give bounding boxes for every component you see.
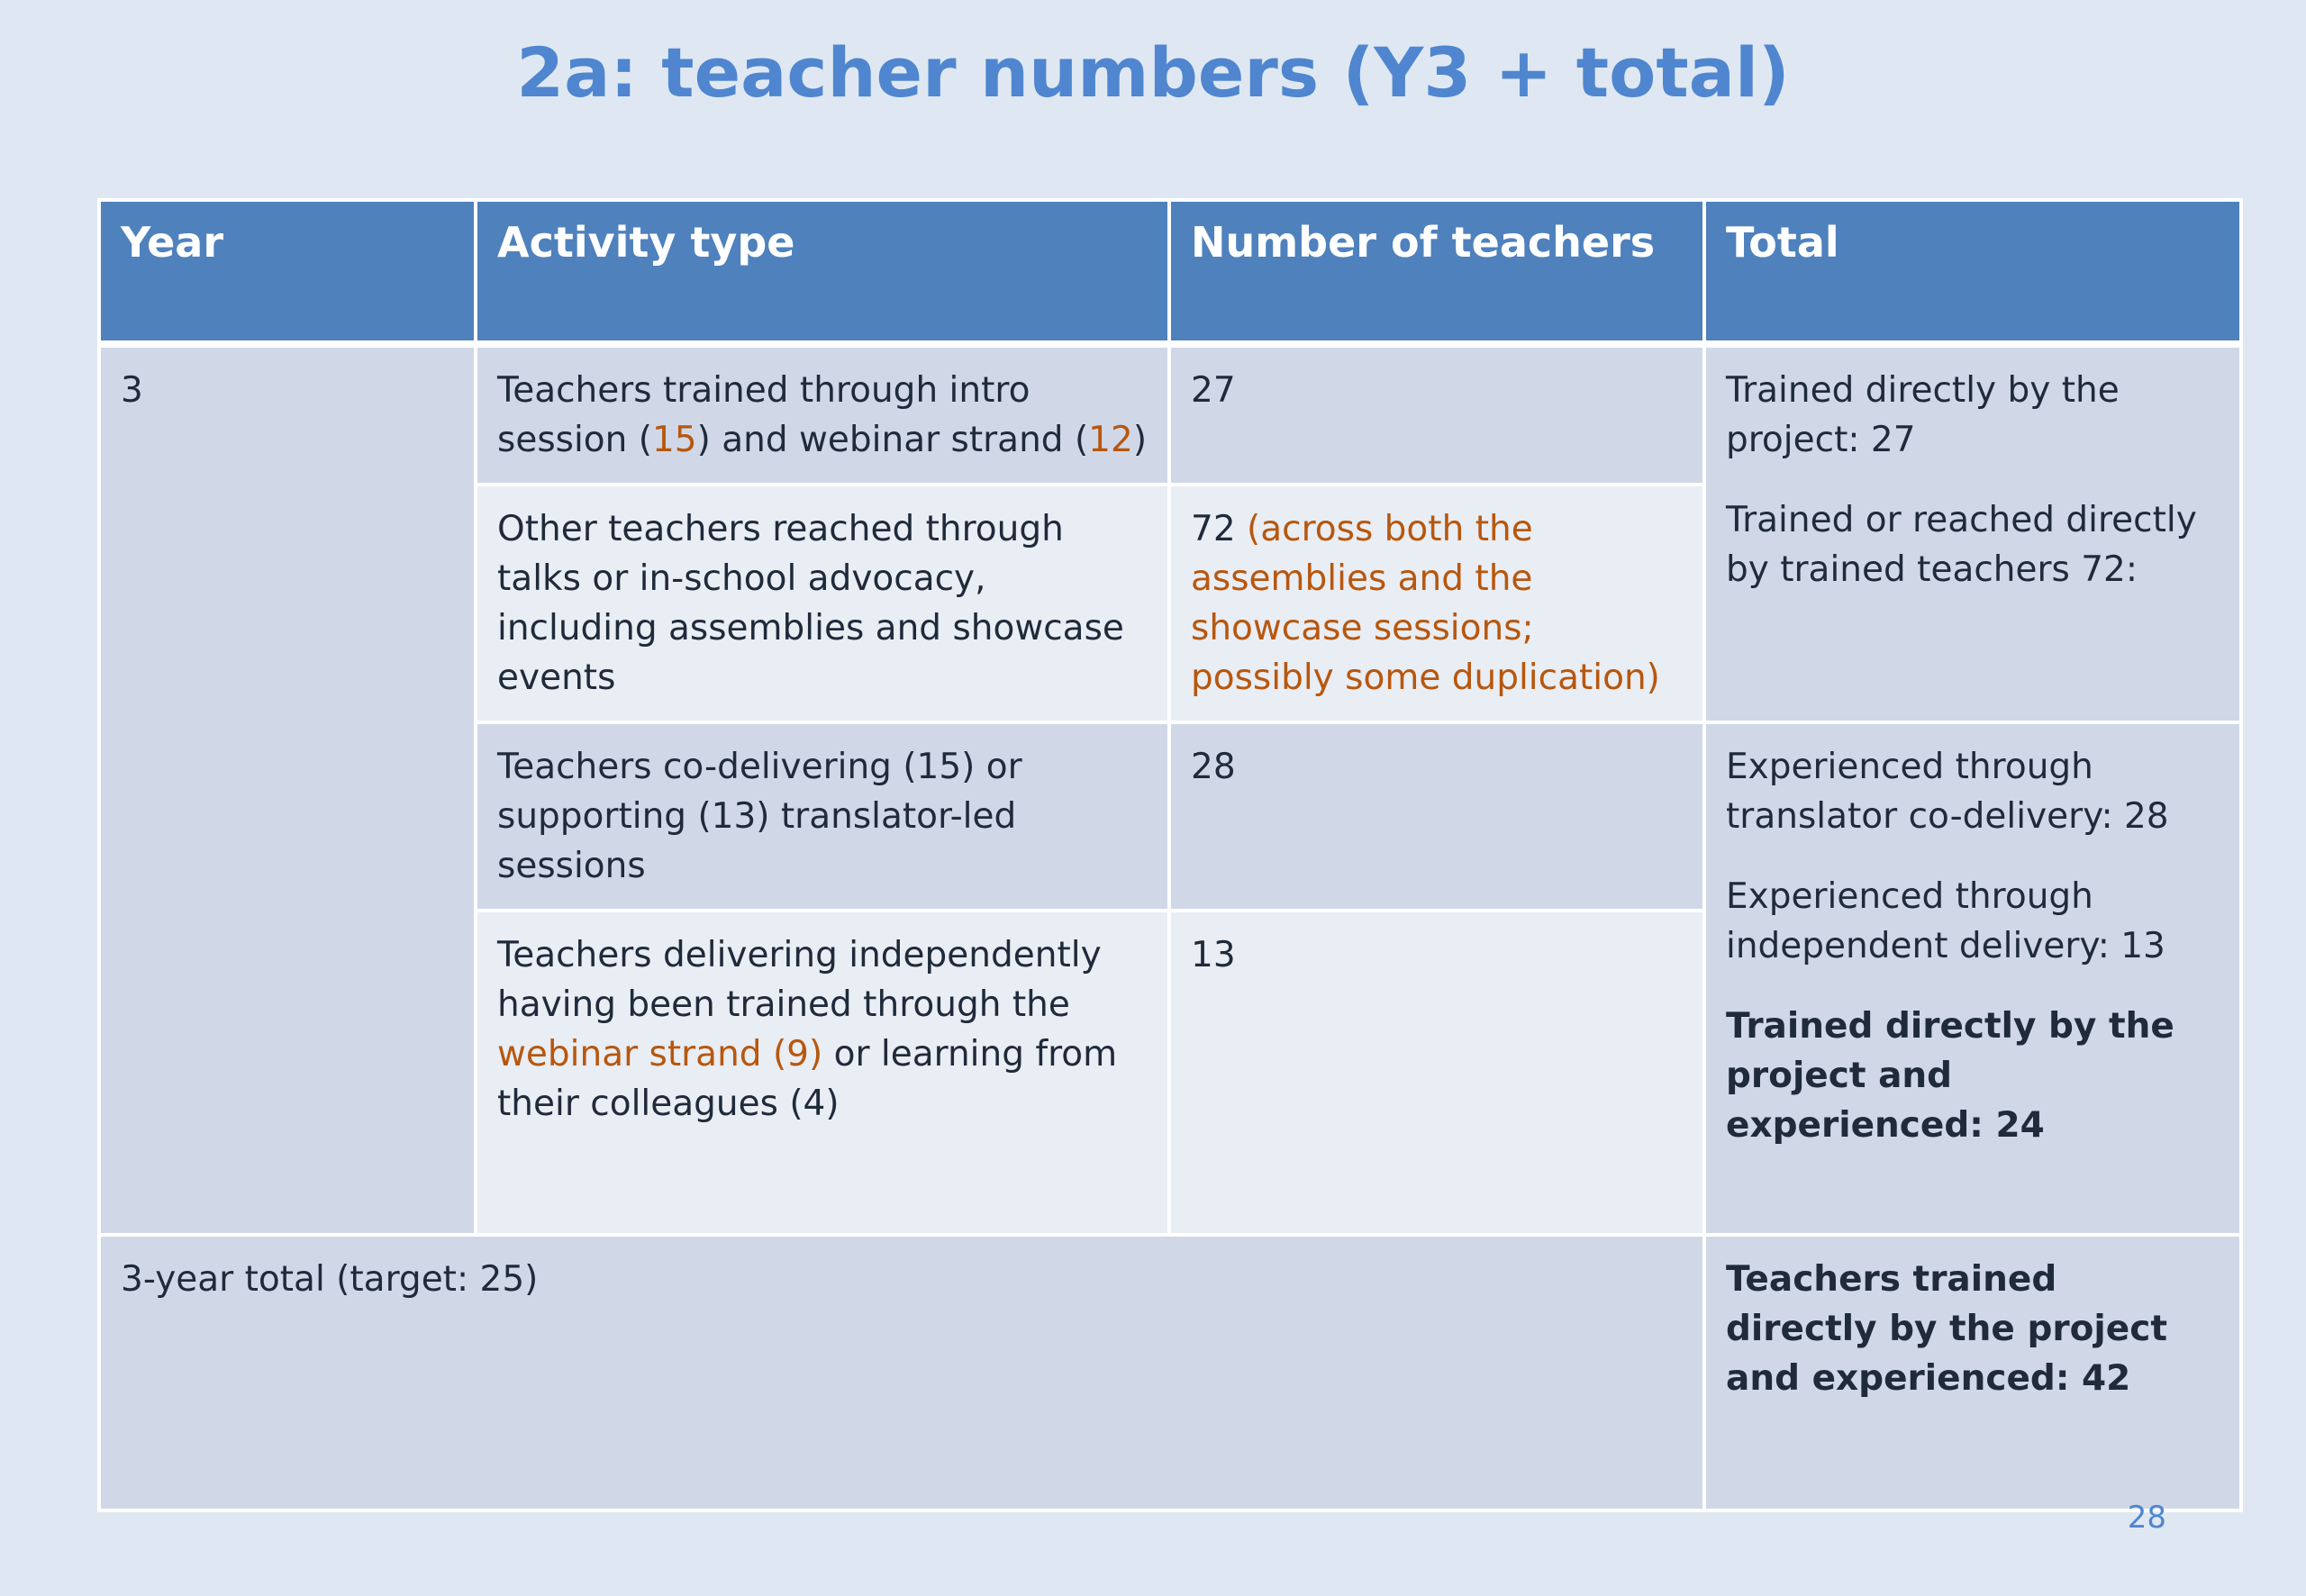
header-total: Total xyxy=(1704,200,2241,344)
number-cell xyxy=(1169,344,1704,485)
number-value: 13 xyxy=(1191,935,1236,975)
three-year-total-label: 3-year total (target: 25) xyxy=(99,1235,1704,1510)
header-year: Year xyxy=(99,200,476,344)
total-line: Experienced through independent delivery: 13 xyxy=(1726,876,2165,966)
activity-text: Teachers trained through intro session ( xyxy=(497,370,1030,460)
total-line: Trained directly by the project: 27 xyxy=(1726,370,2120,460)
total-line-bold: Trained directly by the project and experienced: 24 xyxy=(1726,1006,2174,1146)
activity-text: ) xyxy=(1132,420,1148,460)
activity-text: Teachers delivering independently having been trained through the xyxy=(497,935,1102,1025)
activity-cell xyxy=(476,911,1169,1235)
total-line: Experienced through translator co-delivery: 28 xyxy=(1726,747,2169,837)
number-note: (across both the assemblies and the showcase sessions; possibly some duplication) xyxy=(1191,509,1660,698)
footer-row xyxy=(99,1235,2241,1510)
slide-title: 2a: teacher numbers (Y3 + total) xyxy=(516,32,1790,113)
activity-text: ) and webinar strand ( xyxy=(696,420,1089,460)
number-value: 27 xyxy=(1191,370,1236,411)
activity-cell xyxy=(476,344,1169,485)
total-cell-group-1 xyxy=(1704,344,2241,722)
number-value: 72 xyxy=(1191,509,1236,549)
page-number: 28 xyxy=(2127,1500,2166,1536)
total-line: Trained or reached directly by trained teachers 72: xyxy=(1726,500,2197,590)
activity-highlight: 12 xyxy=(1088,420,1133,460)
header-activity-type: Activity type xyxy=(476,200,1169,344)
activity-highlight: webinar strand (9) xyxy=(497,1034,823,1075)
activity-cell: Teachers co-delivering (15) or supporting (13) translator-led sessions xyxy=(476,722,1169,911)
year-cell: 3 xyxy=(99,344,476,1235)
number-cell xyxy=(1169,485,1704,722)
number-cell xyxy=(1169,911,1704,1235)
number-value: 28 xyxy=(1191,747,1236,787)
number-cell xyxy=(1169,722,1704,911)
activity-highlight: 15 xyxy=(651,420,697,460)
activity-cell: Other teachers reached through talks or in-school advocacy, including assemblies and showcase events xyxy=(476,485,1169,722)
table-row xyxy=(99,344,2241,485)
teacher-numbers-table xyxy=(97,198,2243,1512)
three-year-total-value: Teachers trained directly by the project and experienced: 42 xyxy=(1704,1235,2241,1510)
total-cell-group-2 xyxy=(1704,722,2241,1235)
header-row xyxy=(99,200,2241,344)
activity-text: or learning from their colleagues (4) xyxy=(497,1034,1118,1124)
header-number-of-teachers: Number of teachers xyxy=(1169,200,1704,344)
